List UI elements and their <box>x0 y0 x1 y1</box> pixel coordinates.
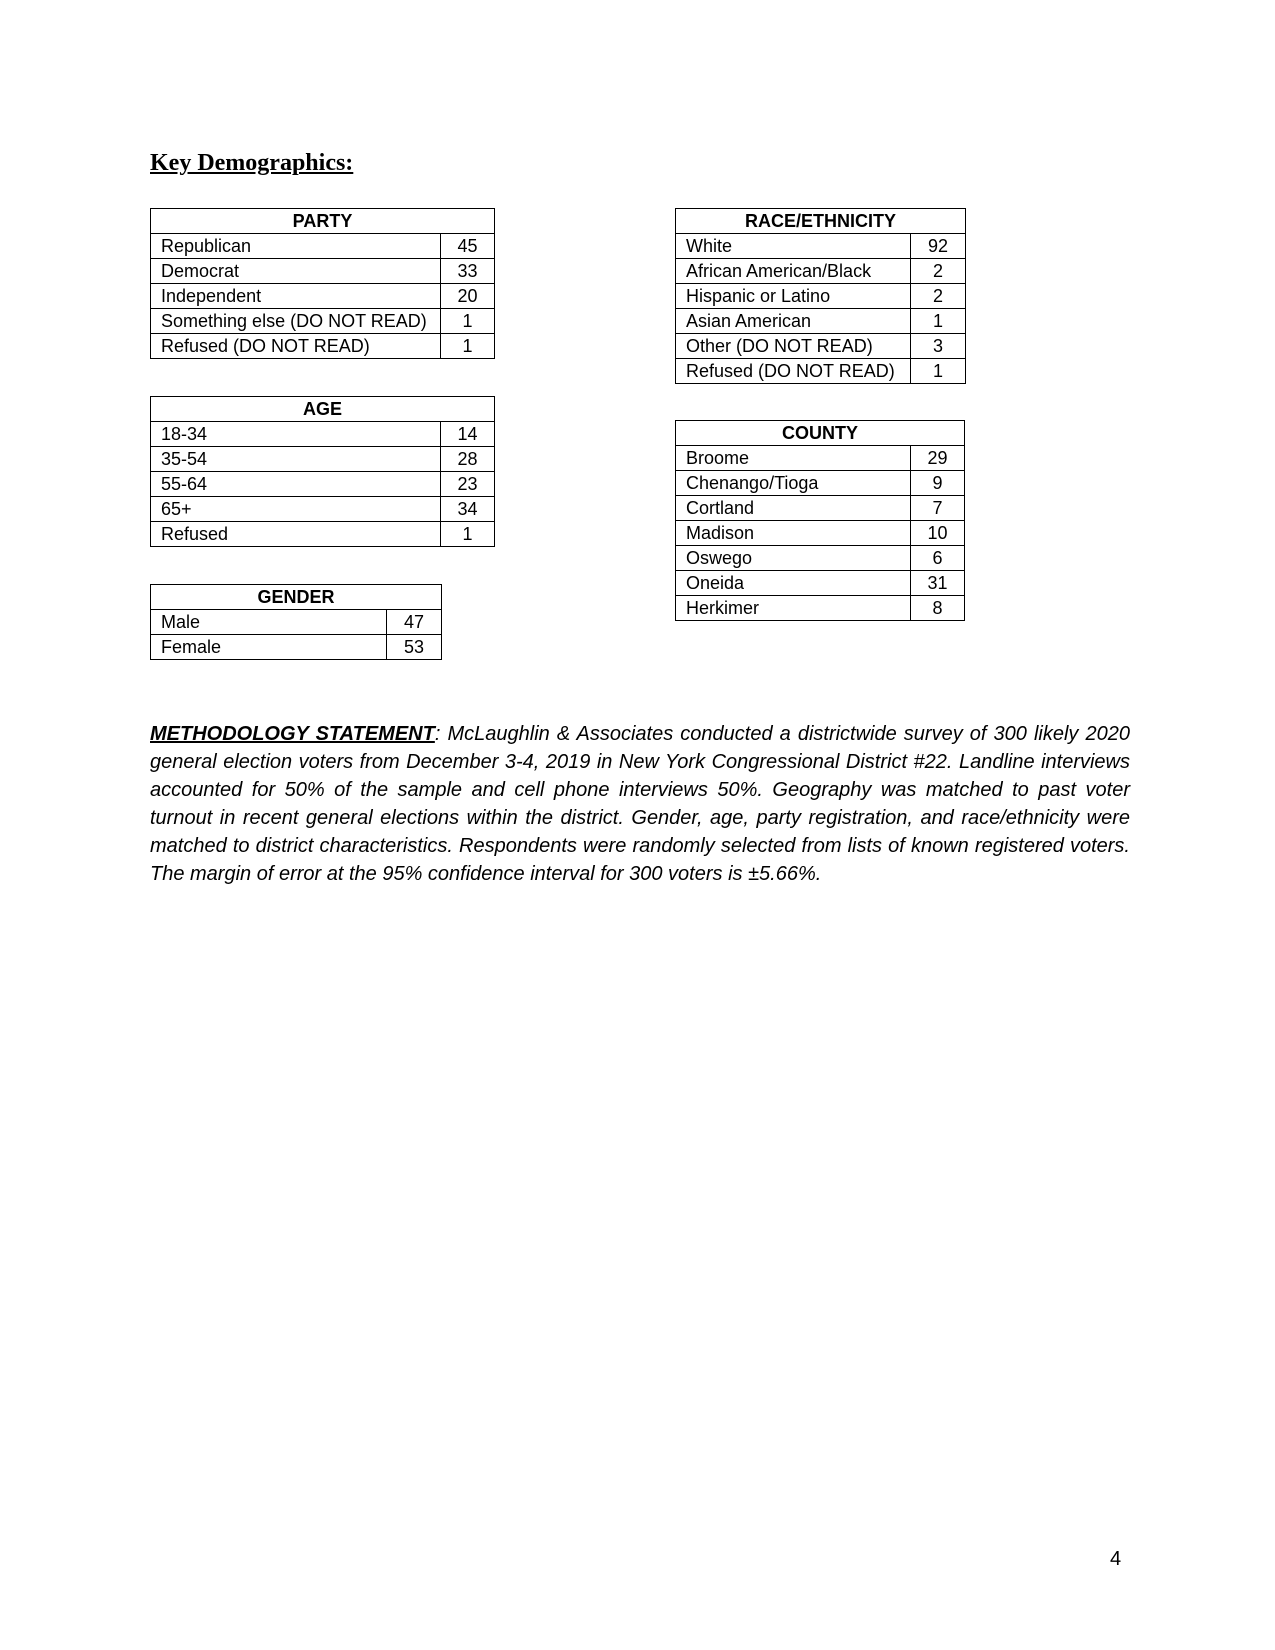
table-row <box>676 496 965 521</box>
table-title: COUNTY <box>676 421 965 446</box>
table-row <box>676 259 966 284</box>
table-row <box>151 497 495 522</box>
row-label: 35-54 <box>151 447 441 472</box>
page-heading: Key Demographics: <box>150 150 354 176</box>
row-value: 23 <box>441 472 495 497</box>
row-value: 34 <box>441 497 495 522</box>
table-row <box>151 309 495 334</box>
gender-table <box>150 584 442 660</box>
row-value: 29 <box>911 446 965 471</box>
row-value: 1 <box>911 309 966 334</box>
row-value: 1 <box>441 309 495 334</box>
row-value: 28 <box>441 447 495 472</box>
row-value: 53 <box>387 635 442 660</box>
table-row <box>151 447 495 472</box>
row-value: 10 <box>911 521 965 546</box>
row-value: 1 <box>911 359 966 384</box>
row-label: 55-64 <box>151 472 441 497</box>
row-label: Hispanic or Latino <box>676 284 911 309</box>
table-row <box>676 571 965 596</box>
table-title: AGE <box>151 397 495 422</box>
table-row <box>151 522 495 547</box>
row-value: 8 <box>911 596 965 621</box>
row-label: Herkimer <box>676 596 911 621</box>
table-row <box>676 234 966 259</box>
table-title: GENDER <box>151 585 442 610</box>
table-row <box>151 284 495 309</box>
row-value: 2 <box>911 259 966 284</box>
row-label: 65+ <box>151 497 441 522</box>
methodology-statement <box>150 720 1130 888</box>
row-value: 6 <box>911 546 965 571</box>
methodology-text: : McLaughlin & Associates conducted a districtwide survey of 300 likely 2020 general election voters from December 3-4, 2019 in New York Congressional District #22. Landline interviews accounted for 50% of the sample and cell phone interviews 50%. Geography was matched to past voter turnout in recent general elections within the district. Gender, age, party registration, and race/ethnicity were matched to district characteristics. Respondents were randomly selected from lists of known registered voters. The margin of error at the 95% confidence interval for 300 voters is ±5.66%. <box>150 723 1130 885</box>
row-value: 45 <box>441 234 495 259</box>
table-title: RACE/ETHNICITY <box>676 209 966 234</box>
methodology-label: METHODOLOGY STATEMENT <box>150 723 435 745</box>
row-label: Refused (DO NOT READ) <box>676 359 911 384</box>
row-label: Chenango/Tioga <box>676 471 911 496</box>
race-ethnicity-table <box>675 208 966 384</box>
row-value: 14 <box>441 422 495 447</box>
row-label: White <box>676 234 911 259</box>
row-label: Democrat <box>151 259 441 284</box>
table-row <box>676 521 965 546</box>
row-value: 92 <box>911 234 966 259</box>
row-label: Independent <box>151 284 441 309</box>
row-value: 1 <box>441 522 495 547</box>
row-value: 9 <box>911 471 965 496</box>
table-row <box>151 610 442 635</box>
table-row <box>676 359 966 384</box>
row-value: 33 <box>441 259 495 284</box>
row-label: Oneida <box>676 571 911 596</box>
row-label: Madison <box>676 521 911 546</box>
row-label: Other (DO NOT READ) <box>676 334 911 359</box>
party-table <box>150 208 495 359</box>
county-table <box>675 420 965 621</box>
table-row <box>676 471 965 496</box>
row-label: Oswego <box>676 546 911 571</box>
table-row <box>151 635 442 660</box>
row-value: 3 <box>911 334 966 359</box>
row-label: 18-34 <box>151 422 441 447</box>
row-label: Refused (DO NOT READ) <box>151 334 441 359</box>
row-label: Refused <box>151 522 441 547</box>
row-label: Male <box>151 610 387 635</box>
table-row <box>151 259 495 284</box>
table-row <box>151 234 495 259</box>
row-label: Something else (DO NOT READ) <box>151 309 441 334</box>
table-row <box>676 446 965 471</box>
row-label: Cortland <box>676 496 911 521</box>
table-row <box>676 546 965 571</box>
row-label: Republican <box>151 234 441 259</box>
row-value: 31 <box>911 571 965 596</box>
table-row <box>676 596 965 621</box>
row-value: 47 <box>387 610 442 635</box>
table-row <box>151 422 495 447</box>
page-number: 4 <box>1110 1548 1122 1570</box>
row-label: African American/Black <box>676 259 911 284</box>
table-title: PARTY <box>151 209 495 234</box>
row-value: 2 <box>911 284 966 309</box>
table-row <box>676 284 966 309</box>
row-value: 20 <box>441 284 495 309</box>
row-label: Broome <box>676 446 911 471</box>
age-table <box>150 396 495 547</box>
table-row <box>676 334 966 359</box>
row-label: Female <box>151 635 387 660</box>
row-label: Asian American <box>676 309 911 334</box>
table-row <box>151 334 495 359</box>
row-value: 7 <box>911 496 965 521</box>
table-row <box>151 472 495 497</box>
row-value: 1 <box>441 334 495 359</box>
table-row <box>676 309 966 334</box>
